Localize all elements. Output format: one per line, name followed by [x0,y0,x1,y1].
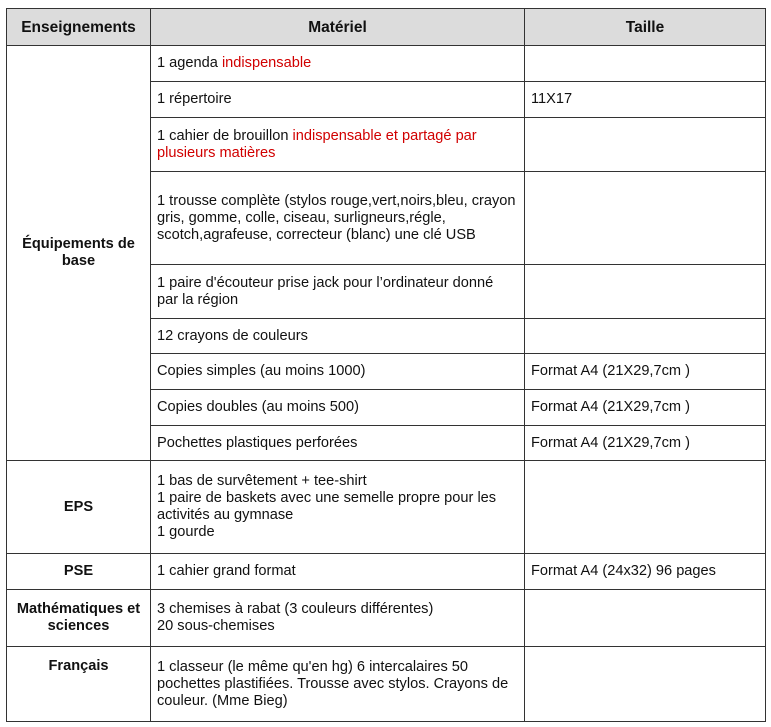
material-cell [151,390,525,426]
header-material: Matériel [151,9,525,46]
material-cell [151,46,525,82]
size-cell [525,461,766,554]
material-line: 3 chemises à rabat (3 couleurs différentes) [157,601,434,617]
material-line: 20 sous-chemises [157,618,275,634]
size-cell: Format A4 (21X29,7cm ) [525,390,766,426]
material-line: 1 classeur (le même qu'en hg) 6 intercalaires 50 pochettes plastifiées. Trousse avec stylos. Crayons de couleur. (Mme Bieg) [157,658,509,709]
table-row [7,46,766,82]
size-cell: Format A4 (21X29,7cm ) [525,354,766,390]
material-text: 1 trousse complète (stylos rouge,vert,noirs,bleu, crayon gris, gomme, colle, ciseau, surligneurs,régle, scotch,agrafeuse, correcteur (blanc) une clé USB [157,192,516,243]
material-highlight-text: indispensable [221,55,312,71]
material-text: Copies simples (au moins 1000) [157,363,366,379]
material-text: 1 paire d'écouteur prise jack pour l’ordinateur donné par la région [157,274,494,308]
size-cell [525,265,766,319]
material-line: 1 gourde [157,524,215,540]
table-row [7,590,766,647]
material-cell [151,426,525,461]
size-cell: 11X17 [525,82,766,118]
size-cell [525,319,766,354]
table-row [7,461,766,554]
size-cell [525,172,766,265]
header-size: Taille [525,9,766,46]
material-text: 1 cahier de brouillon [157,127,293,144]
material-cell [151,554,525,590]
table-row [7,647,766,722]
material-text: 12 crayons de couleurs [157,327,308,344]
material-line: 1 bas de survêtement + tee-shirt [157,473,367,489]
material-line: 1 cahier grand format [157,563,296,579]
material-line: 1 paire de baskets avec une semelle propre pour les activités au gymnase [157,490,497,523]
material-text: 1 agenda [157,55,222,71]
size-cell [525,46,766,82]
material-cell [151,354,525,390]
material-cell [151,590,525,647]
size-cell [525,647,766,722]
material-cell [151,118,525,172]
table-row [7,554,766,590]
material-cell [151,172,525,265]
size-cell [525,118,766,172]
subject-cell-french: Français [7,647,151,722]
material-highlight-text: indispensable et partagé par plusieurs matières [157,127,477,161]
material-text: Pochettes plastiques perforées [157,434,358,451]
size-cell [525,590,766,647]
subject-cell-eps: EPS [7,461,151,554]
subject-cell-math-science: Mathématiques et sciences [7,590,151,647]
size-cell: Format A4 (24x32) 96 pages [525,554,766,590]
supply-list-table [6,8,766,722]
header-subject: Enseignements [7,9,151,46]
size-cell: Format A4 (21X29,7cm ) [525,426,766,461]
header-row [7,9,766,46]
material-text: 1 répertoire [157,91,232,107]
subject-cell-base-equipment: Équipements de base [7,46,151,461]
material-cell [151,647,525,722]
subject-cell-pse: PSE [7,554,151,590]
material-cell [151,82,525,118]
material-cell [151,319,525,354]
material-text: Copies doubles (au moins 500) [157,399,359,415]
material-cell [151,265,525,319]
material-cell [151,461,525,554]
